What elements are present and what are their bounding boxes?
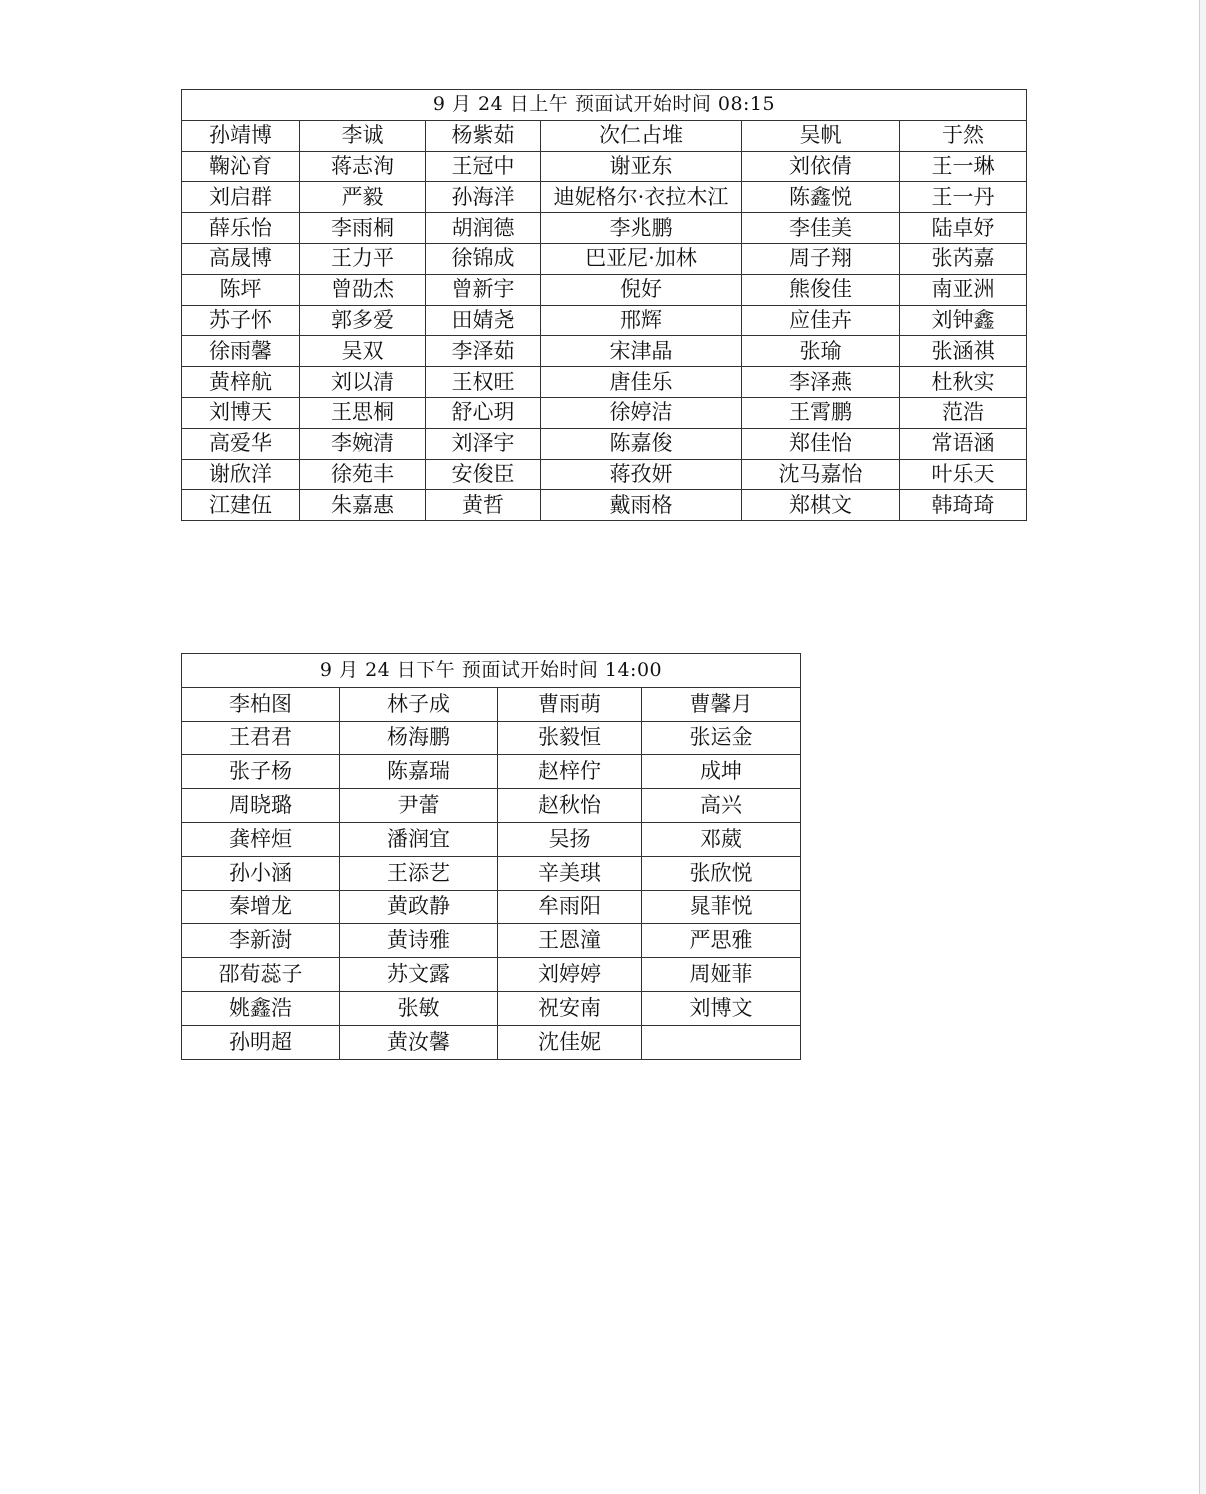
name-cell: 次仁占堆 xyxy=(541,120,742,151)
name-cell: 黄汝馨 xyxy=(340,1025,498,1059)
name-cell: 李佳美 xyxy=(742,213,900,244)
table-title-row xyxy=(182,654,801,688)
name-cell: 王添艺 xyxy=(340,856,498,890)
name-cell: 曹雨萌 xyxy=(498,687,642,721)
name-cell: 朱嘉惠 xyxy=(300,490,426,521)
name-cell: 陆卓妤 xyxy=(900,213,1027,244)
name-cell: 孙海洋 xyxy=(426,182,541,213)
name-cell: 江建伍 xyxy=(182,490,300,521)
table-row xyxy=(182,397,1027,428)
name-cell: 王一丹 xyxy=(900,182,1027,213)
table-row xyxy=(182,924,801,958)
table-row xyxy=(182,428,1027,459)
name-cell: 祝安南 xyxy=(498,991,642,1025)
name-cell: 周娅菲 xyxy=(642,958,801,992)
name-cell: 严思雅 xyxy=(642,924,801,958)
name-cell: 范浩 xyxy=(900,397,1027,428)
name-cell: 尹蕾 xyxy=(340,789,498,823)
name-cell: 陈鑫悦 xyxy=(742,182,900,213)
name-cell: 刘以清 xyxy=(300,367,426,398)
table-row xyxy=(182,151,1027,182)
name-cell: 邵荀蕊子 xyxy=(182,958,340,992)
table-row xyxy=(182,856,801,890)
name-cell: 张毅恒 xyxy=(498,721,642,755)
table-row xyxy=(182,822,801,856)
table-row xyxy=(182,789,801,823)
name-cell: 郑佳怡 xyxy=(742,428,900,459)
name-cell: 叶乐天 xyxy=(900,459,1027,490)
name-cell xyxy=(642,1025,801,1059)
name-cell: 李柏图 xyxy=(182,687,340,721)
name-cell: 陈坪 xyxy=(182,274,300,305)
name-cell: 周子翔 xyxy=(742,243,900,274)
morning-session-title: 9 月 24 日上午 预面试开始时间 08:15 xyxy=(182,90,1027,121)
name-cell: 宋津晶 xyxy=(541,336,742,367)
name-cell: 吴双 xyxy=(300,336,426,367)
table-row xyxy=(182,687,801,721)
name-cell: 辛美琪 xyxy=(498,856,642,890)
name-cell: 常语涵 xyxy=(900,428,1027,459)
name-cell: 曾劭杰 xyxy=(300,274,426,305)
name-cell: 张敏 xyxy=(340,991,498,1025)
name-cell: 王力平 xyxy=(300,243,426,274)
name-cell: 晁菲悦 xyxy=(642,890,801,924)
name-cell: 吴扬 xyxy=(498,822,642,856)
name-cell: 李泽茹 xyxy=(426,336,541,367)
name-cell: 韩琦琦 xyxy=(900,490,1027,521)
afternoon-session-table xyxy=(181,653,801,1060)
name-cell: 孙明超 xyxy=(182,1025,340,1059)
name-cell: 张芮嘉 xyxy=(900,243,1027,274)
table-row xyxy=(182,336,1027,367)
name-cell: 邓葳 xyxy=(642,822,801,856)
table-row xyxy=(182,213,1027,244)
table-row xyxy=(182,305,1027,336)
name-cell: 陈嘉俊 xyxy=(541,428,742,459)
name-cell: 黄诗雅 xyxy=(340,924,498,958)
name-cell: 杨紫茹 xyxy=(426,120,541,151)
name-cell: 李新澍 xyxy=(182,924,340,958)
name-cell: 刘泽宇 xyxy=(426,428,541,459)
name-cell: 张运金 xyxy=(642,721,801,755)
name-cell: 李兆鹏 xyxy=(541,213,742,244)
name-cell: 王权旺 xyxy=(426,367,541,398)
table-row xyxy=(182,490,1027,521)
name-cell: 迪妮格尔·衣拉木江 xyxy=(541,182,742,213)
name-cell: 李泽燕 xyxy=(742,367,900,398)
name-cell: 鞠沁育 xyxy=(182,151,300,182)
table-row xyxy=(182,958,801,992)
name-cell: 刘钟鑫 xyxy=(900,305,1027,336)
name-cell: 成坤 xyxy=(642,755,801,789)
name-cell: 于然 xyxy=(900,120,1027,151)
name-cell: 刘博天 xyxy=(182,397,300,428)
name-cell: 蒋孜妍 xyxy=(541,459,742,490)
afternoon-session-title: 9 月 24 日下午 预面试开始时间 14:00 xyxy=(182,654,801,688)
name-cell: 刘启群 xyxy=(182,182,300,213)
name-cell: 王君君 xyxy=(182,721,340,755)
name-cell: 李诚 xyxy=(300,120,426,151)
table-row xyxy=(182,367,1027,398)
name-cell: 蒋志洵 xyxy=(300,151,426,182)
name-cell: 苏子怀 xyxy=(182,305,300,336)
name-cell: 张瑜 xyxy=(742,336,900,367)
name-cell: 林子成 xyxy=(340,687,498,721)
table-row xyxy=(182,243,1027,274)
name-cell: 沈马嘉怡 xyxy=(742,459,900,490)
name-cell: 张子杨 xyxy=(182,755,340,789)
name-cell: 郑棋文 xyxy=(742,490,900,521)
name-cell: 李雨桐 xyxy=(300,213,426,244)
name-cell: 倪好 xyxy=(541,274,742,305)
name-cell: 应佳卉 xyxy=(742,305,900,336)
page-edge xyxy=(1199,0,1206,1494)
name-cell: 严毅 xyxy=(300,182,426,213)
name-cell: 赵秋怡 xyxy=(498,789,642,823)
name-cell: 孙小涵 xyxy=(182,856,340,890)
name-cell: 郭多爱 xyxy=(300,305,426,336)
name-cell: 王思桐 xyxy=(300,397,426,428)
name-cell: 唐佳乐 xyxy=(541,367,742,398)
name-cell: 高晟博 xyxy=(182,243,300,274)
name-cell: 牟雨阳 xyxy=(498,890,642,924)
name-cell: 刘博文 xyxy=(642,991,801,1025)
name-cell: 谢亚东 xyxy=(541,151,742,182)
name-cell: 徐锦成 xyxy=(426,243,541,274)
name-cell: 苏文露 xyxy=(340,958,498,992)
name-cell: 徐雨馨 xyxy=(182,336,300,367)
name-cell: 张涵祺 xyxy=(900,336,1027,367)
table-title-row xyxy=(182,90,1027,121)
name-cell: 杜秋实 xyxy=(900,367,1027,398)
table-row xyxy=(182,890,801,924)
name-cell: 潘润宜 xyxy=(340,822,498,856)
name-cell: 李婉清 xyxy=(300,428,426,459)
name-cell: 邢辉 xyxy=(541,305,742,336)
name-cell: 谢欣洋 xyxy=(182,459,300,490)
name-cell: 黄哲 xyxy=(426,490,541,521)
name-cell: 龚梓烜 xyxy=(182,822,340,856)
table-row xyxy=(182,991,801,1025)
name-cell: 孙靖博 xyxy=(182,120,300,151)
table-row xyxy=(182,755,801,789)
name-cell: 徐苑丰 xyxy=(300,459,426,490)
name-cell: 刘依倩 xyxy=(742,151,900,182)
name-cell: 杨海鹏 xyxy=(340,721,498,755)
table-row xyxy=(182,120,1027,151)
table-row xyxy=(182,1025,801,1059)
name-cell: 高爱华 xyxy=(182,428,300,459)
name-cell: 南亚洲 xyxy=(900,274,1027,305)
name-cell: 吴帆 xyxy=(742,120,900,151)
name-cell: 安俊臣 xyxy=(426,459,541,490)
name-cell: 王霄鹏 xyxy=(742,397,900,428)
name-cell: 田婧尧 xyxy=(426,305,541,336)
name-cell: 刘婷婷 xyxy=(498,958,642,992)
name-cell: 赵梓佇 xyxy=(498,755,642,789)
table-row xyxy=(182,721,801,755)
name-cell: 戴雨格 xyxy=(541,490,742,521)
name-cell: 张欣悦 xyxy=(642,856,801,890)
name-cell: 王一琳 xyxy=(900,151,1027,182)
name-cell: 徐婷洁 xyxy=(541,397,742,428)
morning-session-table xyxy=(181,89,1027,521)
name-cell: 王冠中 xyxy=(426,151,541,182)
name-cell: 巴亚尼·加林 xyxy=(541,243,742,274)
name-cell: 高兴 xyxy=(642,789,801,823)
table-row xyxy=(182,274,1027,305)
table-row xyxy=(182,459,1027,490)
name-cell: 舒心玥 xyxy=(426,397,541,428)
name-cell: 胡润德 xyxy=(426,213,541,244)
name-cell: 黄政静 xyxy=(340,890,498,924)
name-cell: 曹馨月 xyxy=(642,687,801,721)
name-cell: 周晓璐 xyxy=(182,789,340,823)
name-cell: 沈佳妮 xyxy=(498,1025,642,1059)
name-cell: 曾新宇 xyxy=(426,274,541,305)
name-cell: 秦增龙 xyxy=(182,890,340,924)
table-row xyxy=(182,182,1027,213)
name-cell: 熊俊佳 xyxy=(742,274,900,305)
name-cell: 姚鑫浩 xyxy=(182,991,340,1025)
name-cell: 薛乐怡 xyxy=(182,213,300,244)
name-cell: 王恩潼 xyxy=(498,924,642,958)
name-cell: 陈嘉瑞 xyxy=(340,755,498,789)
name-cell: 黄梓航 xyxy=(182,367,300,398)
